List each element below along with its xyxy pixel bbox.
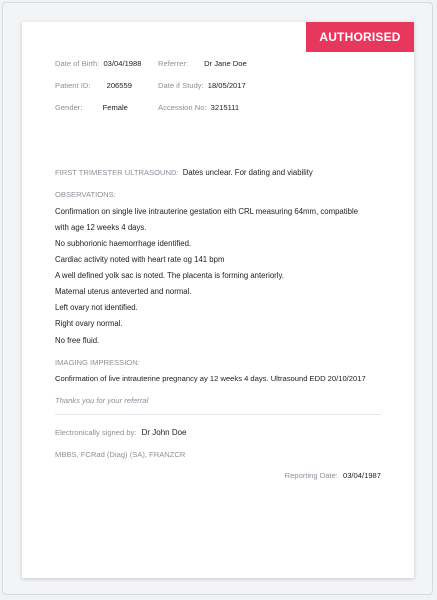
observation-line: with age 12 weeks 4 days.	[55, 223, 147, 232]
observation-line: No free fluid.	[55, 336, 100, 345]
signed-by: Dr John Doe	[141, 428, 187, 437]
gender-value: Female	[102, 103, 128, 112]
exam-label: FIRST TRIMESTER ULTRASOUND:	[55, 168, 179, 177]
patient-id-row	[55, 81, 132, 90]
thanks-note: Thanks you for your referral	[55, 396, 149, 405]
report-document	[22, 22, 414, 578]
dob-row	[55, 59, 141, 68]
dob-value: 03/04/1988	[103, 59, 142, 68]
credentials-text: MBBS, FCRad (Diag) (SA), FRANZCR	[55, 450, 186, 459]
observation-line: A well defined yolk sac is noted. The placenta is forming anteriorly.	[55, 271, 284, 280]
observation-line: Left ovary not identified.	[55, 303, 138, 312]
signed-label: Electronically signed by:	[55, 428, 137, 437]
referrer-row	[158, 59, 247, 68]
divider	[55, 414, 381, 415]
exam-line	[55, 168, 313, 177]
credentials	[55, 450, 185, 459]
patient-id-label: Patient ID:	[55, 81, 91, 90]
exam-value: Dates unclear. For dating and viability	[182, 168, 313, 177]
observation-line: Cardiac activity noted with heart rate og 141 bpm	[55, 255, 225, 264]
impression-text: Confirmation of live intrauterine pregnancy ay 12 weeks 4 days. Ultrasound EDD 20/10/2017	[55, 374, 366, 383]
accession-label: Accession No:	[158, 103, 207, 112]
observation-line: Maternal uterus anteverted and normal.	[55, 287, 192, 296]
impression-heading: IMAGING IMPRESSION:	[55, 358, 140, 367]
referrer-value: Dr Jane Doe	[204, 59, 247, 68]
dob-label: Date of Birth:	[55, 59, 100, 68]
referrer-label: Referrer:	[158, 59, 188, 68]
gender-row	[55, 103, 128, 112]
gender-label: Gender:	[55, 103, 83, 112]
reporting-date-value: 03/04/1987	[342, 471, 381, 480]
signed-row	[55, 428, 187, 437]
observation-line: No subhorionic haemorrhage identified.	[55, 239, 192, 248]
study-date-value: 18/05/2017	[207, 81, 246, 90]
observations-heading: OBSERVATIONS:	[55, 190, 116, 199]
study-date-label: Date if Study:	[158, 81, 204, 90]
accession-row	[158, 103, 239, 112]
observation-line: Right ovary normal.	[55, 319, 123, 328]
observation-line: Confirmation on single live intrauterine gestation eith CRL measuring 64mm, compatible	[55, 207, 359, 216]
accession-value: 3215111	[210, 103, 240, 112]
patient-id-value: 206559	[106, 81, 132, 90]
reporting-date-label: Reporting Date:	[284, 471, 338, 480]
study-date-row	[158, 81, 246, 90]
status-badge: AUTHORISED	[306, 22, 414, 52]
reporting-date-row	[285, 471, 381, 480]
